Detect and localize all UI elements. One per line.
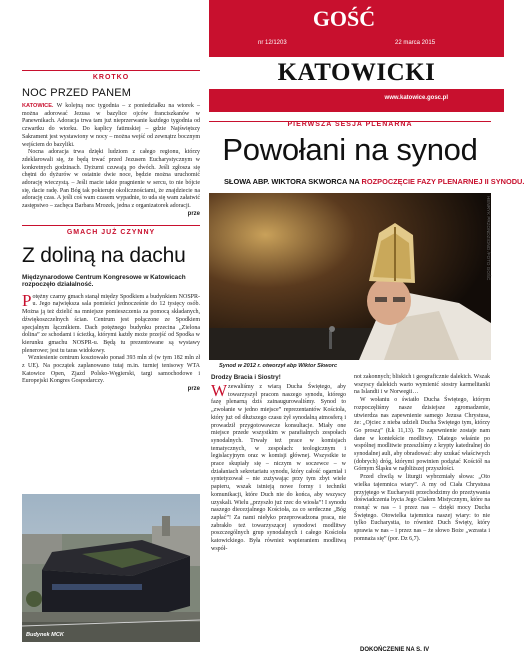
website-url[interactable]: www.katowice.gosc.pl [384, 95, 448, 101]
main-subdeck [224, 177, 524, 186]
subdeck-text: SŁOWA ABP. WIKTORA SKWORCA NA [224, 177, 362, 186]
paragraph: not zakonnych; bliskich i geograficznie dalekich. Wszak wszyscy dalekich warto wymienić siostry karmelitanki na Islandii i w Norwegii… [354, 374, 490, 396]
article-deck: Międzynarodowe Centrum Kongresowe w Katowicach rozpoczęło działalność. [22, 273, 186, 289]
article-body-dolina [22, 290, 200, 394]
salutation: Drodzy Bracia i Siostry! [211, 374, 281, 381]
paragraph [22, 290, 200, 356]
logo-text: GOŚĆ [312, 6, 376, 31]
article-body-noc [22, 103, 200, 219]
paragraph: Przed chwilą w liturgii wybrzmiały słowa: „Oto wielka tajemnica wiary”. A my od Ciała Chrystusa przyjętego w Eucharystii przechodzimy do przeżywania doświadczenia bycia Jego Ciałem Mistycznym, które na rosnąć w nas – i przez nas – dzięki mocy Ducha Świętego. Otowielka tajemnica naszej wiary: to nie tylko Eucharystia, to również Duch Święty, który sprawia w nas – i przez nas – że słowo Boże „wzrasta i pomnaża się” (por. Dz 6,7). [354, 474, 490, 542]
article-body-main-1 [211, 381, 346, 553]
main-headline: Powołani na synod [222, 132, 478, 167]
photo-caption-main: Synod w 2012 r. otworzył abp Wiktor Skworc [219, 363, 338, 369]
article-body-main-2 [354, 374, 490, 543]
paragraph-text: W kolejną noc tygodnia – z poniedziałku na wtorek – można adorować Jezusa w bazylice ojców franciszkanów w Panewnikach. Adoracja trwa tam już nieprzerwanie każdego tygodnia od czwartku do wtorku. Do kaplicy fatimskiej – gdzie Najświętszy Sakrament jest wystawiony w nocy – można wejść od zewnątrz bocznym wejściem do bazyliki. [22, 103, 200, 148]
gosc-logo [311, 6, 377, 42]
photo-caption: Budynek MCK [26, 632, 64, 638]
paragraph: Wzniesienie centrum kosztowało ponad 393 mln zł (w tym 182 mln zł z UE). Na początek zaplanowano tutaj m.in. turniej tenisowy WTA Katowice Open, Zjazd Polsko-Węgierski, targi samochodowe i Europejski Kongres Gospodarczy. [22, 355, 200, 385]
issue-number: nr 12/1203 [258, 40, 287, 46]
continued-note: DOKOŃCZENIE NA S. IV [360, 647, 430, 653]
congress-center-photo [22, 494, 200, 642]
edition-title: KATOWICKI [209, 57, 504, 89]
paragraph [211, 381, 346, 553]
dropcap: P [22, 290, 32, 310]
dropcap: W [211, 381, 228, 400]
paragraph: W wołaniu o światło Ducha Świętego, którym rozpoczęliśmy nasze dzisiejsze zgromadzenie, utwierdza nas zapewnienie samego Jezusa Chrystusa, że: „Ojciec z nieba udzieli Ducha Świętego tym, którzy Go proszą” (Łk 11,13). To zapewnienie zostaje nam dane w kontekście modlitwy. Dlatego właśnie po wspólnej modlitwie przeszliśmy z krypty katedralnej do synodalnej auli, aby obradować: aby szukać właściwych (dobrych) dróg, którymi powinien podążać Kościół na Górnym Śląsku w najbliższej przyszłości. [354, 397, 490, 473]
left-column [22, 70, 200, 394]
subdeck-highlight: ROZPOCZĘCIE FAZY PLENARNEJ II SYNODU. [361, 177, 524, 186]
author-sign: prze [187, 386, 200, 393]
issue-date: 22 marca 2015 [395, 40, 436, 46]
dateline: KATOWICE. [22, 103, 54, 109]
url-bar [209, 92, 504, 106]
paragraph-text: zewaliśmy z wiarą Ducha Świętego, aby towarzyszył pracom naszego synodu, którego fazę plenarną dziś zainaugurowaliśmy. Synod to „zwołanie w jedno miejsce” reprezentantów Kościoła, który już od dłuższego czasu żył synodalną atmosferą i prowadził przygotowawcze konsultacje. Miały one miejsce przede wszystkim w parafialnych zespołach synodalnych. Trwały też prace w komisjach tematycznych, w zespołach: teologicznym i legislacyjnym oraz w komisji głównej. Wszystkie te prace skupiały się – niczym w soczewce – w działaniach sekretariatu synodu, który całość ogarniał i syntetyzował – nie zużywając przy tym zbyt wiele papieru, wszak istnieją nowe formy i techniki komunikacji, które Duch nie do końca, aby wszyscy uzyskali. Wielu „przyszło już rzec do wiosła”! I synodu naszego diecezjalnego Kościoła, za co serdeczne „Bóg zapłać”! Za nami niełyko przeprowadzona praca, nie zabrakło też towarzyszącej synodowi modlitwy poszczególnych grup synodalnych i całego Kościoła katowickiego. Była również wspieraniem modlitwą współ- [211, 384, 346, 552]
paragraph-text: otężny czarny gmach stanął między Spodkiem a budynkiem NOSPR-u. Jego największa sala pomieści jednocześnie do 12 tysięcy osób. Można ją też dzielić na mniejsze pomieszczenia za pomocą składanych, dźwiękoszczelnych ścian. Centrum jest połączone ze Spodkiem specjalnym łącznikiem. Dach potężnego budynku przecina „Zielona dolina” ze schodami i ścieżką, którymi każdy może przejść od Spodka w kierunku gmachu NOSPR-u. Będą tu prezentowane są wystawy plenerowe; jest tu taras widokowy. [22, 293, 200, 354]
main-text-column-2 [354, 374, 490, 543]
main-kicker: PIERWSZA SESJA PLENARNA [287, 121, 413, 128]
paragraph [22, 103, 200, 149]
archbishop-illustration [209, 193, 491, 360]
article-title-noc: NOC PRZED PANEM [22, 87, 132, 99]
archbishop-photo [209, 193, 491, 360]
article-title-dolina: Z doliną na dachu [22, 243, 186, 267]
main-text-column-1 [211, 374, 346, 553]
paragraph: Nocna adoracja trwa dzięki ludziom z całego regionu, którzy zdeklarowali się, że będą trwać przed Jezusem Eucharystycznym w konkretnych godzinach. Dyżurni czuwają po dwóch. Jeśli zgłosza się chętni do dyżurów w ostatnie dwie noce, będzie można uruchomić adorację wieczystą. – Jeśli macie takie pragnienie w sercu, to nie bójcie się, dacie radę. Pan Bóg tak pokieruje okolicznościami, że znajdziecie na adorację czas. A jeśli coś wam czasem wypadnie, to uda się wam załatwić zastępstwo – zachęca Barbara Mrozek, jedna z organizatorek adoracji. [22, 149, 200, 210]
section-kicker-gmach: GMACH JUŻ CZYNNY [22, 225, 200, 236]
congress-center-illustration [22, 494, 200, 642]
section-kicker-krotko: KROTKO [22, 70, 200, 81]
photo-credit: HENRYK PRZONDZIONO /FOTO GOŚĆ [486, 196, 491, 281]
masthead [209, 0, 504, 112]
author-sign: prze [187, 210, 200, 217]
